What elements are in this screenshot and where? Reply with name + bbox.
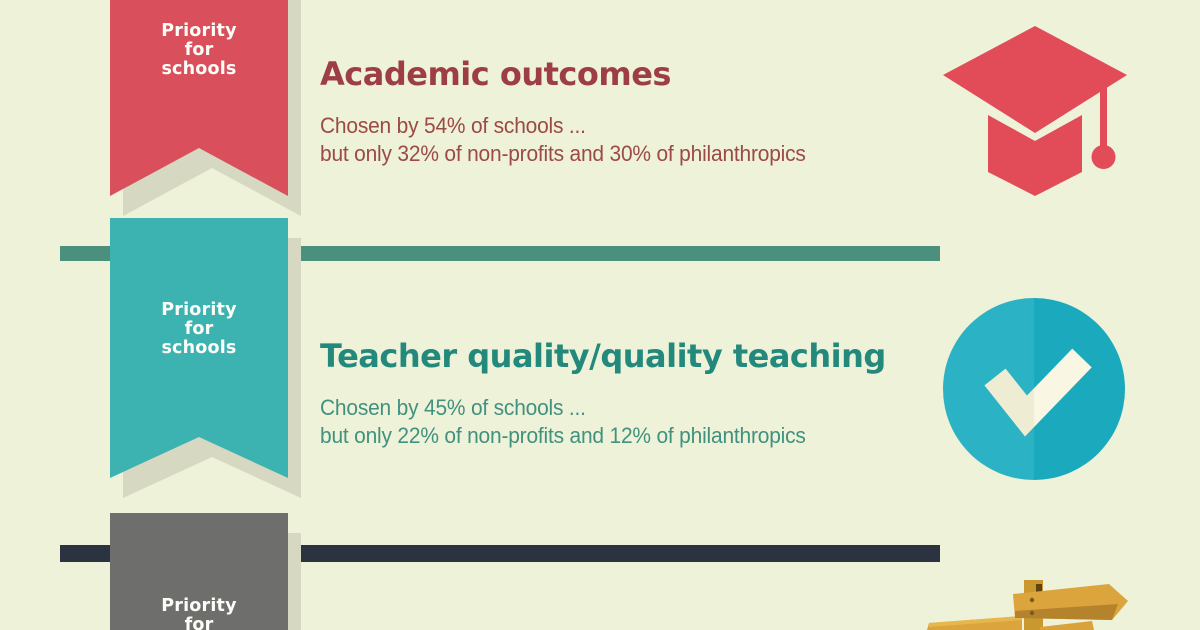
section-body-academic	[320, 112, 806, 168]
ribbon-label-third	[110, 597, 288, 630]
ribbon-label-line: Priority	[161, 300, 237, 320]
mortarboard	[943, 26, 1127, 133]
sign-plank-lower-right	[1040, 621, 1094, 630]
ribbon-label-teacher	[110, 301, 288, 358]
sign-nail-top	[1030, 598, 1034, 602]
stat-line-nonprofits: but only 32% of non-profits and 30% of philanthropics	[320, 141, 806, 166]
ribbon-label-line: Priority	[161, 596, 237, 616]
ribbon-label-line: for	[184, 615, 214, 630]
signpost-icon	[927, 580, 1128, 630]
ribbon-label-line: for	[184, 40, 214, 60]
section-body-teacher	[320, 394, 806, 450]
ribbon-label-line: schools	[161, 338, 237, 358]
ribbon-label-line: Priority	[161, 21, 237, 41]
stat-line-schools: Chosen by 54% of schools ...	[320, 113, 586, 138]
stat-line-schools: Chosen by 45% of schools ...	[320, 395, 586, 420]
section-title-academic-outcomes: Academic outcomes	[320, 55, 671, 93]
ribbon-label-academic	[110, 22, 288, 79]
ribbon-label-line: for	[184, 319, 214, 339]
stat-line-nonprofits: but only 22% of non-profits and 12% of philanthropics	[320, 423, 806, 448]
graduation-cap-icon	[943, 26, 1127, 196]
sign-nail-bottom	[1030, 611, 1034, 615]
tassel-knob	[1092, 145, 1116, 169]
ribbon-label-line: schools	[161, 59, 237, 79]
tassel-cord	[1100, 84, 1107, 150]
section-title-teacher-quality: Teacher quality/quality teaching	[320, 337, 886, 375]
check-circle-icon	[943, 298, 1125, 480]
